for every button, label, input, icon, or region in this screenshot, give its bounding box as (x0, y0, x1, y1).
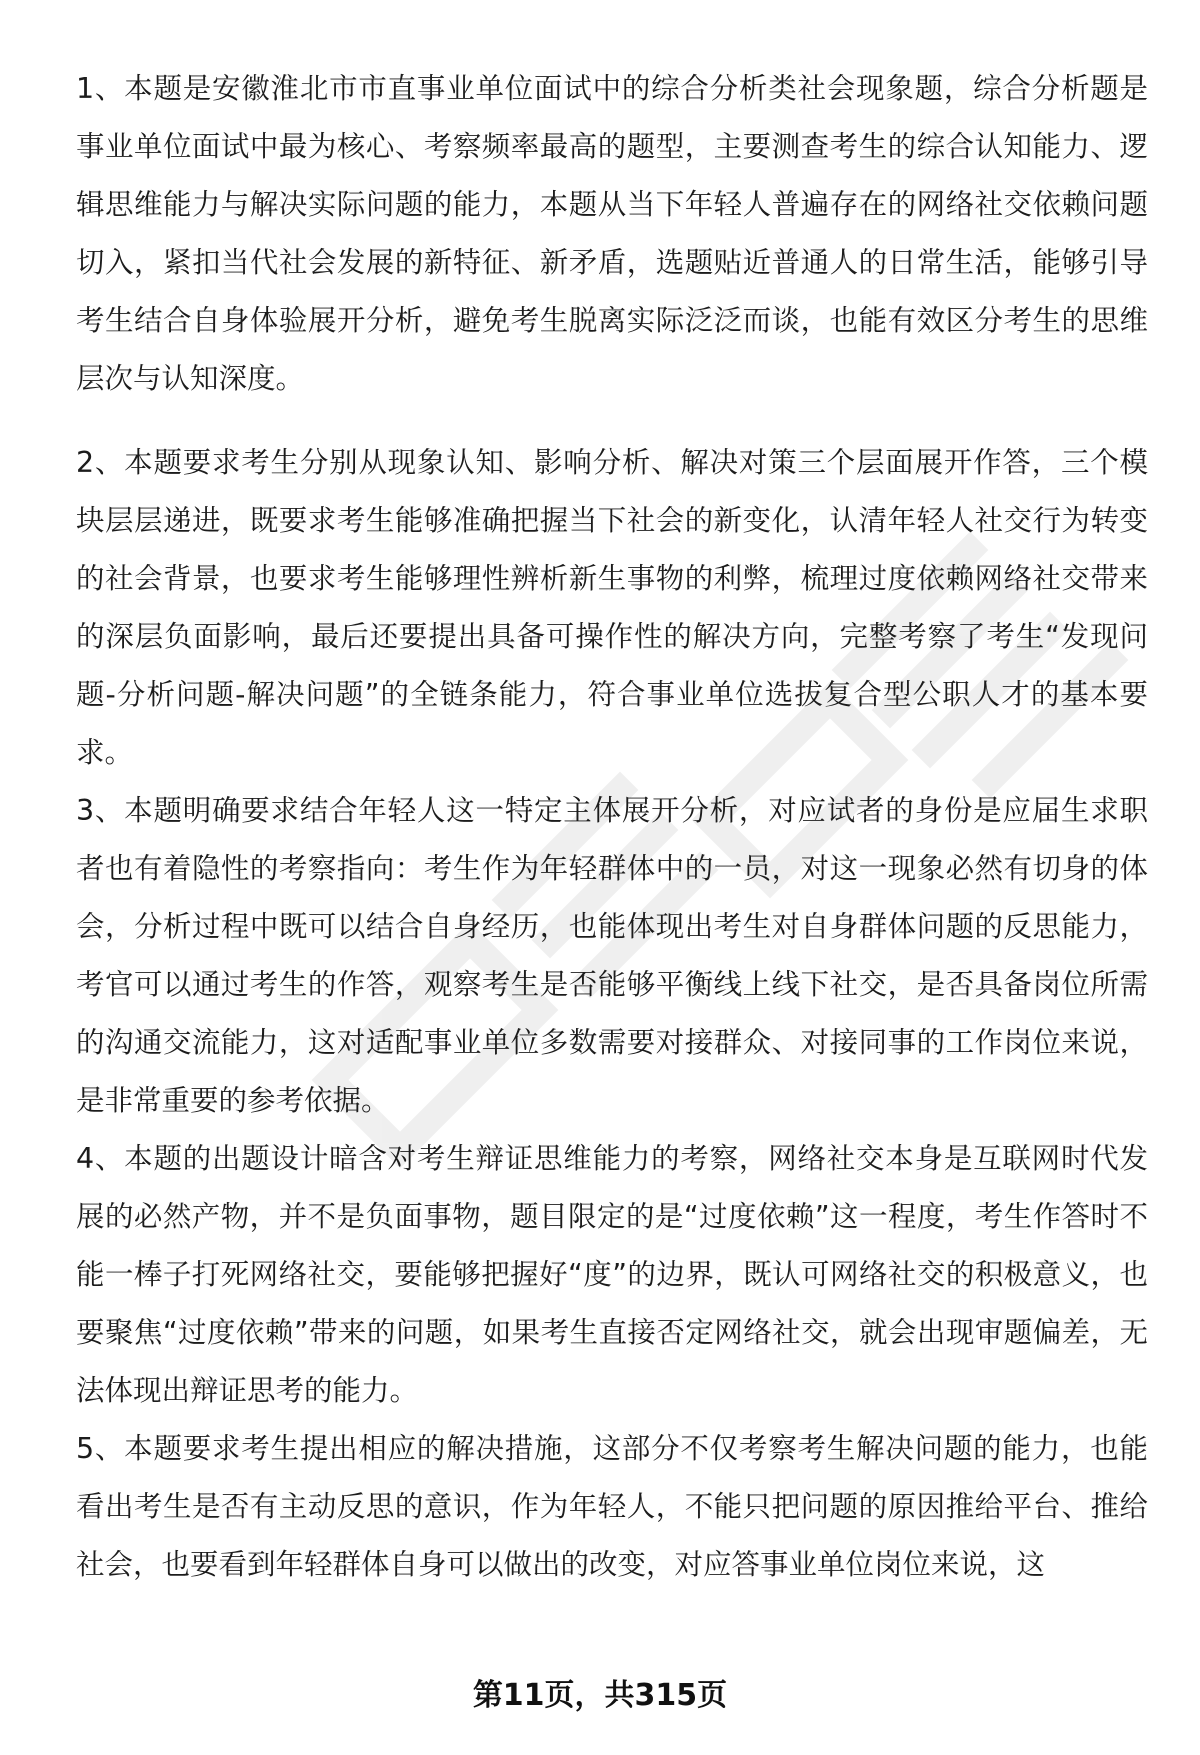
paragraph-1: 1、本题是安徽淮北市市直事业单位面试中的综合分析类社会现象题，综合分析题是事业单位面试中最为核心、考察频率最高的题型，主要测查考生的综合认知能力、逻辑思维能力与解决实际问题的能力，本题从当下年轻人普遍存在的网络社交依赖问题切入，紧扣当代社会发展的新特征、新矛盾，选题贴近普通人的日常生活，能够引导考生结合自身体验展开分析，避免考生脱离实际泛泛而谈，也能有效区分考生的思维层次与认知深度。 (76, 72, 1148, 395)
document-body (76, 60, 1148, 1594)
paragraph-2: 2、本题要求考生分别从现象认知、影响分析、解决对策三个层面展开作答，三个模块层层递进，既要求考生能够准确把握当下社会的新变化，认清年轻人社交行为转变的社会背景，也要求考生能够理性辨析新生事物的利弊，梳理过度依赖网络社交带来的深层负面影响，最后还要提出具备可操作性的解决方向，完整考察了考生“发现问题-分析问题-解决问题”的全链条能力，符合事业单位选拔复合型公职人才的基本要求。 (76, 446, 1148, 769)
page-number-footer: 第11页，共315页 (472, 1678, 728, 1713)
paragraph-4: 4、本题的出题设计暗含对考生辩证思维能力的考察，网络社交本身是互联网时代发展的必然产物，并不是负面事物，题目限定的是“过度依赖”这一程度，考生作答时不能一棒子打死网络社交，要能够把握好“度”的边界，既认可网络社交的积极意义，也要聚焦“过度依赖”带来的问题，如果考生直接否定网络社交，就会出现审题偏差，无法体现出辩证思考的能力。 (76, 1142, 1148, 1407)
paragraph-5: 5、本题要求考生提出相应的解决措施，这部分不仅考察考生解决问题的能力，也能看出考生是否有主动反思的意识，作为年轻人，不能只把问题的原因推给平台、推给社会，也要看到年轻群体自身可以做出的改变，对应答事业单位岗位来说，这 (76, 1432, 1148, 1581)
paragraph-3: 3、本题明确要求结合年轻人这一特定主体展开分析，对应试者的身份是应届生求职者也有着隐性的考察指向：考生作为年轻群体中的一员，对这一现象必然有切身的体会，分析过程中既可以结合自身经历，也能体现出考生对自身群体问题的反思能力，考官可以通过考生的作答，观察考生是否能够平衡线上线下社交，是否具备岗位所需的沟通交流能力，这对适配事业单位多数需要对接群众、对接同事的工作岗位来说，是非常重要的参考依据。 (76, 794, 1148, 1117)
